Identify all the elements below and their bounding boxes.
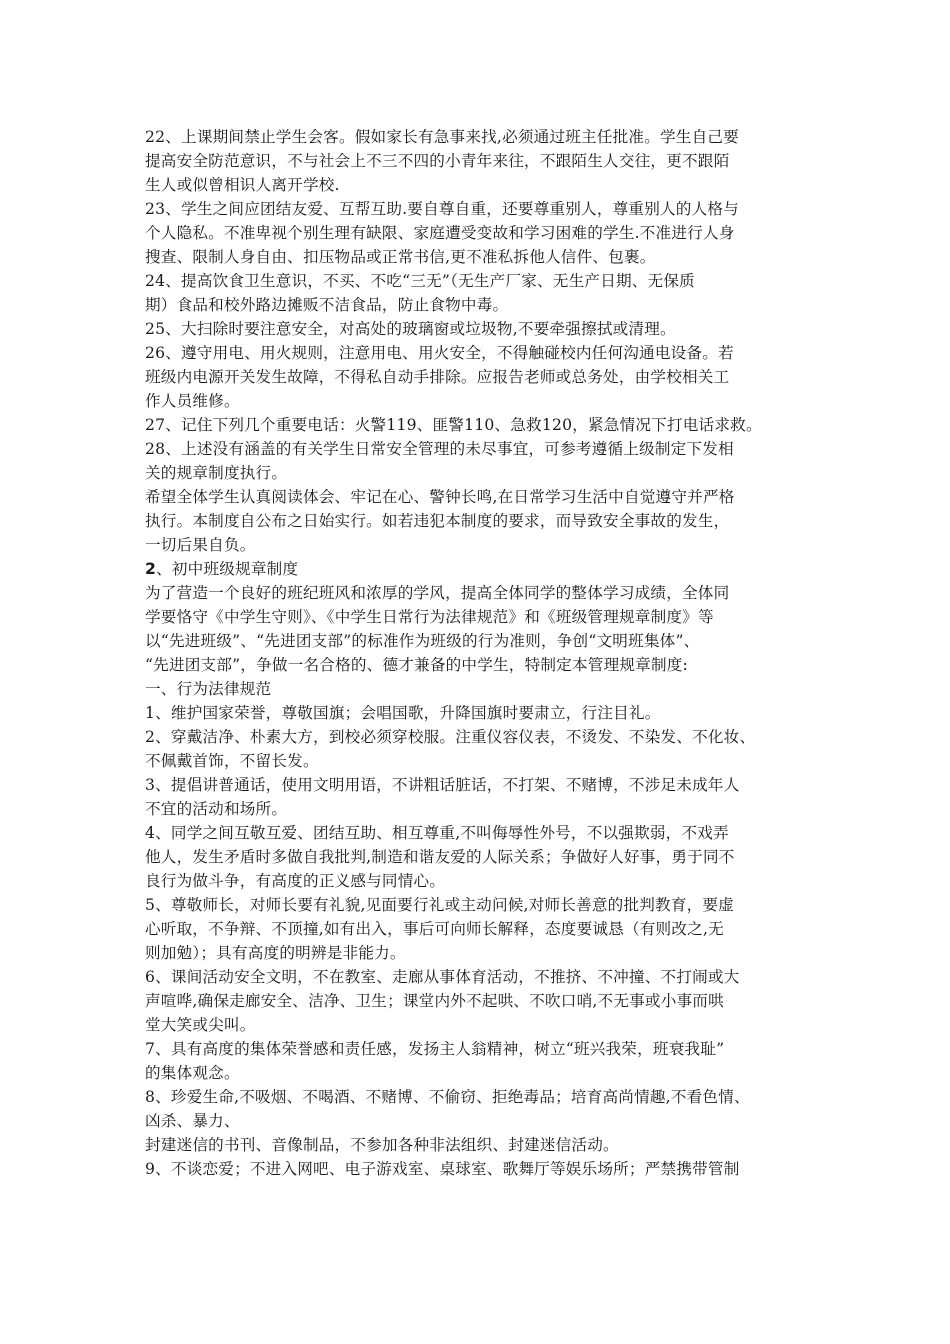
- text-line: 的集体观念。: [145, 1064, 240, 1082]
- text-line: 一切后果自负。: [145, 536, 256, 554]
- text-line: 27、记住下列几个重要电话：火警119、匪警110、急救120，紧急情况下打电话求救。: [145, 416, 762, 434]
- text-line: 不佩戴首饰，不留长发。: [145, 752, 319, 770]
- text-line: 则加勉）；具有高度的明辨是非能力。: [145, 944, 406, 962]
- text-line: 提高安全防范意识，不与社会上不三不四的小青年来往，不跟陌生人交往，更不跟陌: [145, 152, 730, 170]
- text-line: 凶杀、暴力、: [145, 1112, 240, 1130]
- text-line: 班级内电源开关发生故障，不得私自动手排除。应报告老师或总务处，由学校相关工: [145, 368, 730, 386]
- text-line: 学要恪守《中学生守则》、《中学生日常行为法律规范》和《班级管理规章制度》等: [145, 608, 714, 626]
- section-title: 、初中班级规章制度: [156, 560, 299, 578]
- text-line: 以“先进班级”、“先进团支部”的标准作为班级的行为准则，争创“文明班集体”、: [145, 632, 700, 650]
- text-line: 2、穿戴洁净、朴素大方，到校必须穿校服。注重仪容仪表，不烫发、不染发、不化妆、: [145, 728, 756, 746]
- text-line: 6、课间活动安全文明，不在教室、走廊从事体育活动，不推挤、不冲撞、不打闹或大: [145, 968, 740, 986]
- text-line: 作人员维修。: [145, 392, 240, 410]
- text-line: 生人或似曾相识人离开学校.: [145, 176, 340, 194]
- text-line: 24、提高饮食卫生意识，不买、不吃“三无”（无生产厂家、无生产日期、无保质: [145, 272, 695, 290]
- text-line: 25、大扫除时要注意安全，对高处的玻璃窗或垃圾物,不要牵强擦拭或清理。: [145, 320, 676, 338]
- text-line: 堂大笑或尖叫。: [145, 1016, 256, 1034]
- text-line: 3、提倡讲普通话，使用文明用语，不讲粗话脏话，不打架、不赌博，不涉足未成年人: [145, 776, 740, 794]
- text-line: 心听取，不争辩、不顶撞,如有出入，事后可向师长解释，态度要诚恳（有则改之,无: [145, 920, 724, 938]
- text-line: 23、学生之间应团结友爱、互帮互助.要自尊自重，还要尊重别人，尊重别人的人格与: [145, 200, 739, 218]
- text-line: 1、维护国家荣誉，尊敬国旗；会唱国歌，升降国旗时要肃立，行注目礼。: [145, 704, 661, 722]
- text-line: 不宜的活动和场所。: [145, 800, 288, 818]
- text-line: 他人，发生矛盾时多做自我批判,制造和谐友爱的人际关系；争做好人好事，勇于同不: [145, 848, 735, 866]
- subsection-heading: 一、行为法律规范: [145, 680, 272, 698]
- text-line: 希望全体学生认真阅读体会、牢记在心、警钟长鸣,在日常学习生活中自觉遵守并严格: [145, 488, 735, 506]
- text-line: 个人隐私。不准卑视个别生理有缺限、家庭遭受变故和学习困难的学生.不准进行人身: [145, 224, 735, 242]
- text-line: 26、遵守用电、用火规则，注意用电、用火安全，不得触碰校内任何沟通电设备。若: [145, 344, 734, 362]
- text-line: 5、尊敬师长，对师长要有礼貌,见面要行礼或主动问候,对师长善意的批判教育，要虚: [145, 896, 735, 914]
- section-heading: [145, 557, 825, 581]
- text-line: 4、同学之间互敬互爱、团结互助、相互尊重,不叫侮辱性外号，不以强欺弱，不戏弄: [145, 824, 729, 842]
- text-line: 22、上课期间禁止学生会客。假如家长有急事来找,必须通过班主任批准。学生自己要: [145, 128, 739, 146]
- text-line: 执行。本制度自公布之日始实行。如若违犯本制度的要求，而导致安全事故的发生，: [145, 512, 730, 530]
- text-line: 封建迷信的书刊、音像制品，不参加各种非法组织、封建迷信活动。: [145, 1136, 619, 1154]
- text-line: 关的规章制度执行。: [145, 464, 288, 482]
- text-line: 9、不谈恋爱；不进入网吧、电子游戏室、桌球室、歌舞厅等娱乐场所；严禁携带管制: [145, 1160, 740, 1178]
- document-body: [145, 125, 825, 1181]
- text-line: 搜查、限制人身自由、扣压物品或正常书信,更不准私拆他人信件、包裹。: [145, 248, 656, 266]
- text-line: 7、具有高度的集体荣誉感和责任感，发扬主人翁精神，树立“班兴我荣，班衰我耻”: [145, 1040, 725, 1058]
- section-number: 2: [145, 560, 157, 578]
- text-line: 8、珍爱生命,不吸烟、不喝酒、不赌博、不偷窃、拒绝毒品；培育高尚情趣,不看色情、: [145, 1088, 750, 1106]
- text-line: 良行为做斗争，有高度的正义感与同情心。: [145, 872, 446, 890]
- text-line: 28、上述没有涵盖的有关学生日常安全管理的未尽事宜，可参考遵循上级制定下发相: [145, 440, 734, 458]
- text-line: 期）食品和校外路边摊贩不洁食品，防止食物中毒。: [145, 296, 509, 314]
- text-line: 声喧哗,确保走廊安全、洁净、卫生；课堂内外不起哄、不吹口哨,不无事或小事而哄: [145, 992, 724, 1010]
- text-line: “先进团支部”，争做一名合格的、德才兼备的中学生，特制定本管理规章制度:: [145, 656, 688, 674]
- text-line: 为了营造一个良好的班纪班风和浓厚的学风，提高全体同学的整体学习成绩，全体同: [145, 584, 730, 602]
